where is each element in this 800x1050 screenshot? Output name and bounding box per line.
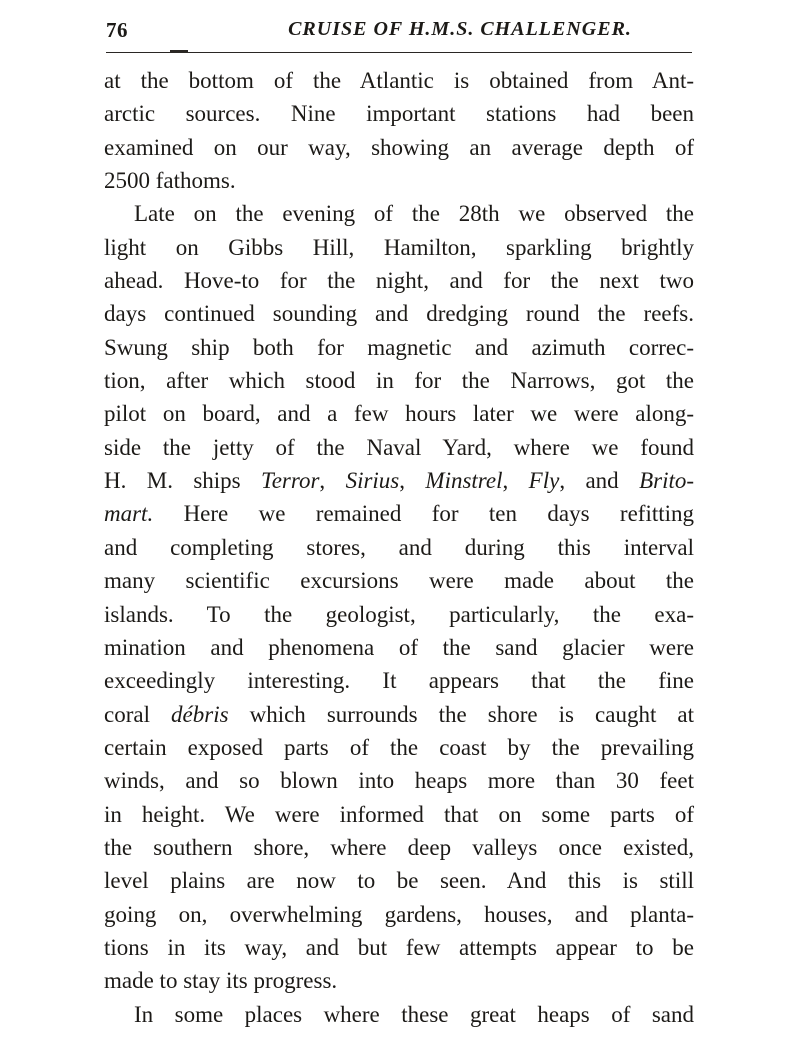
ships-sep: , xyxy=(319,468,346,494)
text-line: light on Gibbs Hill, Hamilton, sparkling brightly xyxy=(104,234,694,260)
header-rule-mark xyxy=(170,50,188,53)
text-line: level plains are now to be seen. And this is still xyxy=(104,868,694,894)
ship-name-sirius: Sirius xyxy=(345,468,400,494)
text-line: tion, after which stood in for the Narrows, got the xyxy=(104,368,694,394)
italic-debris: débris xyxy=(171,701,229,727)
debris-line-pre: coral xyxy=(104,701,172,727)
text-line: Late on the evening of the 28th we observed the xyxy=(134,201,694,227)
ship-name-minstrel: Minstrel xyxy=(425,468,503,494)
mart-line-rest: Here we remained for ten days refitting xyxy=(153,501,694,527)
running-title: CRUISE OF H.M.S. CHALLENGER. xyxy=(288,18,632,40)
text-line: winds, and so blown into heaps more than 30 feet xyxy=(104,768,694,794)
page-number: 76 xyxy=(106,18,128,42)
ships-sep: , xyxy=(502,468,529,494)
ships-line xyxy=(104,464,694,497)
text-line: 2500 fathoms. xyxy=(104,168,236,194)
text-line: made to stay its progress. xyxy=(104,968,338,994)
text-line: exceedingly interesting. It appears that the fine xyxy=(104,668,694,694)
ships-line-pre: H. M. ships xyxy=(104,468,262,494)
debris-line xyxy=(104,698,694,731)
text-line: and completing stores, and during this interval xyxy=(104,534,694,560)
text-line: tions in its way, and but few attempts appear to be xyxy=(104,934,694,960)
text-line: the southern shore, where deep valleys once existed, xyxy=(104,834,694,860)
body-text xyxy=(104,64,694,1031)
ship-name-britomart-part1: Brito- xyxy=(639,468,695,494)
ship-name-terror: Terror xyxy=(261,468,320,494)
text-line: days continued sounding and dredging round the reefs. xyxy=(104,301,694,327)
text-line: side the jetty of the Naval Yard, where we found xyxy=(104,434,694,460)
text-line: at the bottom of the Atlantic is obtained from Ant- xyxy=(104,68,694,93)
text-line: certain exposed parts of the coast by the prevailing xyxy=(104,734,694,760)
text-line: mination and phenomena of the sand glacier were xyxy=(104,634,694,660)
page-header xyxy=(106,18,694,44)
header-rule xyxy=(106,52,692,53)
text-line: arctic sources. Nine important stations had been xyxy=(104,101,694,127)
ships-sep: , and xyxy=(559,468,640,494)
ship-name-fly: Fly xyxy=(528,468,560,494)
text-line: ahead. Hove-to for the night, and for the next two xyxy=(104,268,694,294)
text-line: examined on our way, showing an average depth of xyxy=(104,134,694,160)
debris-line-post: which surrounds the shore is caught at xyxy=(228,701,695,727)
text-line: pilot on board, and a few hours later we were along- xyxy=(104,401,694,427)
text-line: Swung ship both for magnetic and azimuth correc- xyxy=(104,334,694,360)
text-line: in height. We were informed that on some parts of xyxy=(104,801,694,827)
text-line: In some places where these great heaps of sand xyxy=(134,1001,694,1027)
ship-name-britomart-part2: mart. xyxy=(104,501,154,527)
text-line: going on, overwhelming gardens, houses, and planta- xyxy=(104,901,694,927)
text-line: islands. To the geologist, particularly, the exa- xyxy=(104,601,694,627)
ships-sep: , xyxy=(399,468,426,494)
text-line: many scientific excursions were made about the xyxy=(104,568,694,594)
mart-line xyxy=(104,497,694,530)
